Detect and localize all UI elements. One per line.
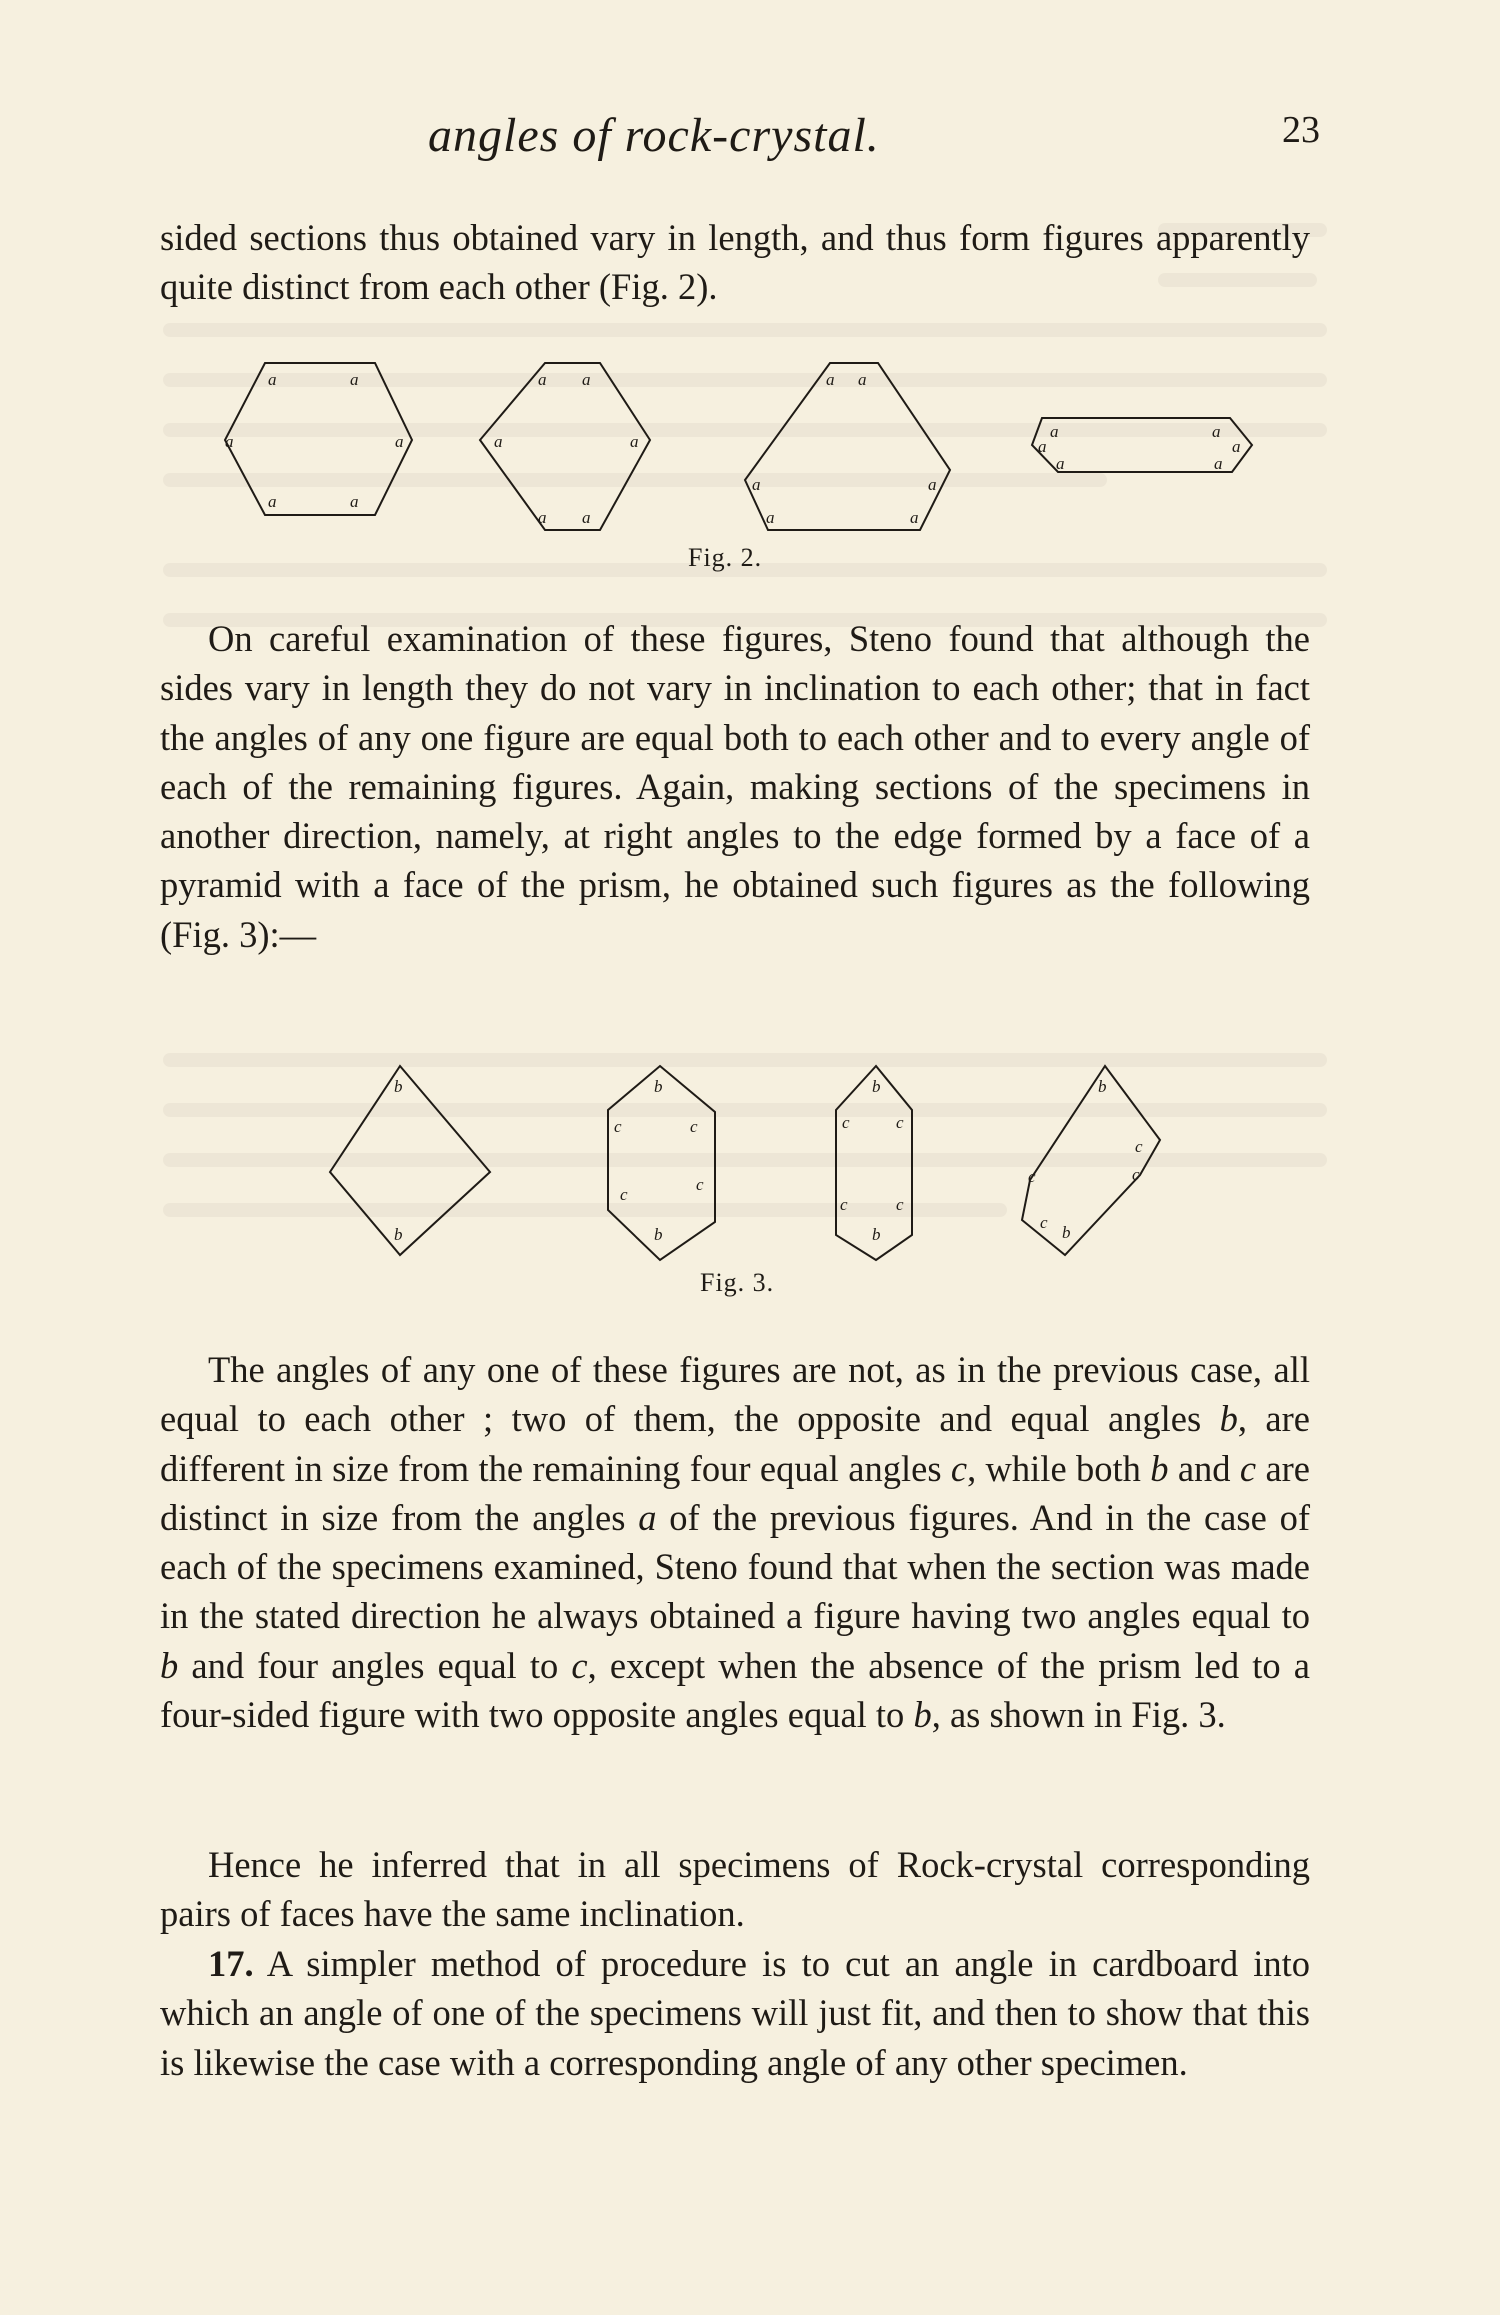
svg-text:c: c <box>1040 1213 1048 1232</box>
paragraph-angles-comparison: The angles of any one of these figures are not, as in the previous case, all equal to each other ; two of them, the opposite and equal angles b, are different in size from the remaining four equal angles c, while both b and c are distinct in size from the angles a of the previous figures. And in the case of each of the specimens examined, Steno found that when the section was made in the stated direction he always obtained a figure having two angles equal to b and four angles equal to c, except when the absence of the prism led to a four-sided figure with two opposite angles equal to b, as shown in Fig. 3. <box>160 1349 1310 1736</box>
page-number: 23 <box>1282 109 1320 151</box>
svg-text:c: c <box>696 1175 704 1194</box>
svg-text:a: a <box>582 508 591 527</box>
fig3-hexagon-2 <box>608 1066 715 1260</box>
fig2-hexagon-4 <box>1032 418 1252 473</box>
svg-text:b: b <box>1062 1223 1071 1242</box>
svg-text:a: a <box>538 370 547 389</box>
figure-2 <box>0 355 1500 585</box>
fig3-hexagon-4 <box>1022 1066 1160 1255</box>
paragraph-section-17: 17. A simpler method of procedure is to cut an angle in cardboard into which an angle of one of the specimens will just fit, and then to show that this is likewise the case with a corresponding angle of any other specimen. <box>160 1943 1310 2083</box>
svg-text:a: a <box>268 492 277 511</box>
paragraph-continued: sided sections thus obtained vary in length, and thus form figures apparently quite distinct from each other (Fig. 2). <box>160 217 1310 308</box>
svg-text:c: c <box>840 1195 848 1214</box>
svg-text:b: b <box>872 1077 881 1096</box>
svg-text:b: b <box>1098 1077 1107 1096</box>
svg-text:a: a <box>1050 422 1059 441</box>
svg-text:c: c <box>1135 1137 1143 1156</box>
figure-3 <box>0 1060 1500 1300</box>
svg-text:c: c <box>1132 1165 1140 1184</box>
svg-text:c: c <box>690 1117 698 1136</box>
svg-text:a: a <box>582 370 591 389</box>
running-head <box>160 108 1320 168</box>
figure-2-drawing <box>0 355 1500 545</box>
fig3-hexagon-3 <box>836 1066 912 1260</box>
svg-text:a: a <box>1056 454 1065 473</box>
svg-text:b: b <box>872 1225 881 1244</box>
svg-text:a: a <box>910 508 919 527</box>
svg-text:a: a <box>350 370 359 389</box>
svg-text:a: a <box>350 492 359 511</box>
svg-text:b: b <box>654 1077 663 1096</box>
figure-3-drawing <box>0 1060 1500 1275</box>
svg-text:c: c <box>842 1113 850 1132</box>
fig2-hexagon-3 <box>745 363 950 530</box>
fig2-hexagon-2 <box>480 363 650 530</box>
svg-text:a: a <box>494 432 503 451</box>
svg-text:a: a <box>538 508 547 527</box>
svg-text:c: c <box>1028 1167 1036 1186</box>
svg-text:a: a <box>1038 437 1047 456</box>
svg-text:a: a <box>225 432 234 451</box>
fig3-b-label: b <box>394 1077 403 1096</box>
svg-text:a: a <box>928 475 937 494</box>
fig2-caption: Fig. 2. <box>688 543 763 572</box>
svg-text:a: a <box>1214 454 1223 473</box>
svg-text:c: c <box>896 1113 904 1132</box>
paragraph-inference: Hence he inferred that in all specimens of Rock-crystal corresponding pairs of faces have the same inclination. <box>160 1844 1310 1935</box>
fig3-caption: Fig. 3. <box>700 1268 775 1297</box>
svg-text:a: a <box>752 475 761 494</box>
fig3-rhombus-1 <box>330 1066 490 1255</box>
svg-text:a: a <box>395 432 404 451</box>
svg-text:a: a <box>630 432 639 451</box>
svg-text:c: c <box>896 1195 904 1214</box>
svg-text:a: a <box>1212 422 1221 441</box>
paragraph-steno-examination: On careful examination of these figures, Steno found that although the sides vary in length they do not vary in inclination to each other; that in fact the angles of any one figure are equal both to each other and to every angle of each of the remaining figures. Again, making sections of the specimens in another direction, namely, at right angles to the edge formed by a face of a pyramid with a face of the prism, he obtained such figures as the following (Fig. 3):— <box>160 618 1310 955</box>
fig3-c-label: c <box>614 1117 622 1136</box>
svg-text:b: b <box>654 1225 663 1244</box>
svg-text:b: b <box>394 1225 403 1244</box>
svg-text:a: a <box>826 370 835 389</box>
svg-text:a: a <box>858 370 867 389</box>
running-title: angles of rock-crystal. <box>428 109 880 162</box>
fig2-angle-label: a <box>268 370 277 389</box>
svg-text:c: c <box>620 1185 628 1204</box>
svg-text:a: a <box>766 508 775 527</box>
fig2-hexagon-1 <box>225 363 412 515</box>
section-number: 17. <box>208 1943 254 1984</box>
svg-text:a: a <box>1232 437 1241 456</box>
